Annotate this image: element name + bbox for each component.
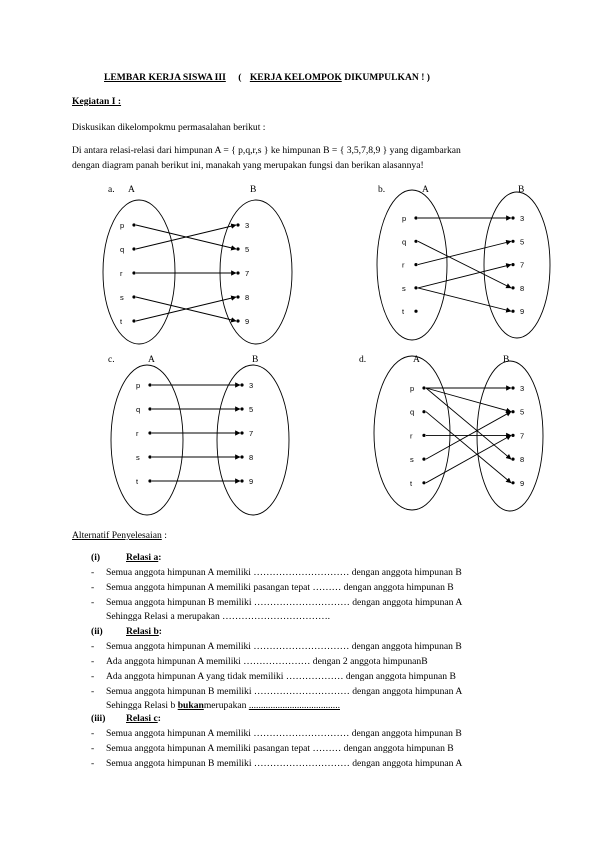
- set-a-point: [414, 286, 417, 289]
- set-a-element: s: [136, 453, 140, 462]
- set-b-point: [511, 263, 514, 266]
- set-b-element: 5: [520, 237, 525, 247]
- title-kerja: KERJA KELOMPOK: [249, 72, 342, 83]
- set-b-element: 7: [520, 431, 525, 441]
- section-iii-item-2: Semua anggota himpunan A memiliki pasangan tepat ……… dengan anggota himpunan B: [106, 743, 454, 754]
- set-a-heading: A: [422, 185, 429, 195]
- set-a-ellipse: [377, 190, 447, 340]
- set-a-point: [148, 431, 151, 434]
- set-a-element: t: [402, 307, 405, 317]
- set-b-element: 8: [520, 283, 525, 293]
- set-b-point: [240, 431, 243, 434]
- set-a-element: q: [402, 237, 407, 247]
- set-a-point: [148, 383, 151, 386]
- set-a-element: t: [120, 317, 123, 326]
- set-a-point: [414, 263, 417, 266]
- title-rest: DIKUMPULKAN ! ): [344, 72, 431, 83]
- section-i-title-suffix: :: [158, 552, 162, 563]
- set-b-element: 8: [249, 453, 254, 462]
- set-b-element: 9: [520, 307, 525, 317]
- set-b-element: 9: [245, 317, 250, 326]
- section-ii-title-text: Relasi b: [126, 626, 159, 637]
- set-b-ellipse: [484, 192, 550, 338]
- set-a-point: [422, 434, 425, 437]
- set-a-ellipse: [111, 365, 183, 515]
- diagram-c: [108, 355, 289, 515]
- kegiatan-heading: Kegiatan I :: [72, 96, 122, 107]
- set-a-element: r: [120, 269, 123, 278]
- set-b-heading: B: [503, 355, 510, 365]
- set-a-point: [132, 319, 135, 322]
- diagram-d: [359, 355, 543, 511]
- set-a-point: [422, 410, 425, 413]
- section-iii-title-text: Relasi c: [126, 713, 158, 724]
- intro-text: Diskusikan dikelompokmu permasalahan berikut :: [72, 122, 266, 133]
- set-a-point: [422, 386, 425, 389]
- set-a-point: [414, 310, 417, 313]
- set-a-element: r: [410, 431, 413, 441]
- diagram-c-label: c.: [108, 355, 115, 365]
- set-b-element: 9: [249, 477, 254, 486]
- set-b-point: [511, 434, 514, 437]
- section-i-item-1: Semua anggota himpunan A memiliki ………………………… dengan anggota himpunan B: [106, 567, 462, 578]
- set-b-point: [240, 407, 243, 410]
- dash: -: [91, 597, 95, 608]
- set-a-heading: A: [413, 355, 420, 365]
- diagram-b-label: b.: [378, 185, 386, 195]
- set-a-element: q: [410, 407, 415, 417]
- diagram-d-label: d.: [359, 355, 367, 365]
- set-b-point: [236, 271, 239, 274]
- set-b-element: 5: [520, 407, 525, 417]
- problem-line-2: dengan diagram panah berikut ini, manakah yang merupakan fungsi dan berikan alasannya!: [72, 160, 424, 171]
- set-b-heading: B: [518, 185, 525, 195]
- set-b-element: 5: [249, 405, 254, 414]
- set-b-element: 8: [245, 293, 250, 302]
- set-b-point: [511, 310, 514, 313]
- set-a-point: [414, 240, 417, 243]
- set-a-element: r: [402, 260, 405, 270]
- set-b-element: 7: [245, 269, 250, 278]
- conclusion-post: merupakan: [203, 700, 249, 711]
- dash: -: [91, 671, 95, 682]
- set-b-point: [511, 216, 514, 219]
- set-b-point: [240, 479, 243, 482]
- set-b-point: [236, 319, 239, 322]
- dash: -: [91, 641, 95, 652]
- section-ii-conclusion: [106, 700, 340, 712]
- set-a-element: p: [410, 384, 415, 393]
- section-i-conclusion: Sehingga Relasi a merupakan …………………………….: [106, 611, 331, 622]
- diagram-a-label: a.: [108, 185, 115, 195]
- diagram-a: [103, 185, 292, 344]
- set-b-heading: B: [250, 185, 257, 195]
- set-a-element: r: [136, 429, 139, 438]
- set-b-ellipse: [220, 200, 292, 344]
- section-iii-item-1: Semua anggota himpunan A memiliki ………………………… dengan anggota himpunan B: [106, 728, 462, 739]
- set-b-element: 3: [249, 381, 254, 390]
- section-ii-item-1: Semua anggota himpunan A memiliki ………………………… dengan anggota himpunan B: [106, 641, 462, 652]
- dash: -: [91, 582, 95, 593]
- set-b-point: [236, 223, 239, 226]
- set-a-element: q: [136, 405, 141, 414]
- set-b-element: 8: [520, 455, 525, 465]
- set-a-element: s: [410, 455, 414, 465]
- set-a-heading: A: [128, 185, 135, 195]
- set-a-element: p: [120, 221, 125, 230]
- set-a-element: q: [120, 245, 125, 254]
- dash: -: [91, 758, 95, 769]
- mapping-arrow: [426, 435, 511, 482]
- set-a-point: [422, 481, 425, 484]
- mapping-arrow: [418, 241, 511, 264]
- set-a-element: t: [136, 477, 139, 486]
- mapping-arrow: [426, 388, 511, 459]
- dash: -: [91, 686, 95, 697]
- mapping-arrow: [426, 388, 511, 412]
- set-a-point: [422, 458, 425, 461]
- section-ii-item-3: Ada anggota himpunan A yang tidak memiliki ……………… dengan anggota himpunan B: [106, 671, 456, 682]
- set-a-element: t: [410, 478, 413, 488]
- set-b-element: 7: [520, 260, 525, 270]
- dash: -: [91, 656, 95, 667]
- section-ii-item-4: Semua anggota himpunan B memiliki ………………………… dengan anggota himpunan A: [106, 686, 463, 697]
- title-paren: (: [238, 72, 242, 83]
- set-b-element: 3: [520, 214, 525, 223]
- section-ii-title-suffix: :: [158, 626, 162, 637]
- section-ii-item-2: Ada anggota himpunan A memiliki ………………… dengan 2 anggota himpunanB: [106, 656, 428, 667]
- set-b-element: 3: [245, 221, 250, 230]
- set-b-point: [236, 295, 239, 298]
- set-a-element: s: [120, 293, 124, 302]
- title-main: LEMBAR KERJA SISWA III: [104, 72, 226, 83]
- mapping-arrow: [418, 265, 511, 288]
- set-b-point: [511, 410, 514, 413]
- alt-heading: [72, 530, 167, 542]
- dash: -: [91, 728, 95, 739]
- conclusion-pre: Sehingga Relasi b: [106, 700, 178, 711]
- set-b-point: [511, 386, 514, 389]
- alt-colon: :: [164, 530, 167, 541]
- section-iii-title: [126, 713, 161, 725]
- section-i-item-2: Semua anggota himpunan A memiliki pasangan tepat ……… dengan anggota himpunan B: [106, 582, 454, 593]
- set-a-point: [132, 223, 135, 226]
- set-b-point: [511, 286, 514, 289]
- set-a-point: [148, 407, 151, 410]
- conclusion-blank: ......................................: [248, 700, 340, 711]
- set-b-point: [236, 247, 239, 250]
- set-b-point: [240, 455, 243, 458]
- set-b-point: [511, 458, 514, 461]
- dash: -: [91, 743, 95, 754]
- set-b-element: 9: [520, 478, 525, 488]
- set-a-heading: A: [148, 355, 155, 365]
- section-i-title: [126, 552, 161, 564]
- set-b-element: 5: [245, 245, 250, 254]
- section-iii-title-suffix: :: [157, 713, 161, 724]
- set-a-point: [132, 295, 135, 298]
- mapping-arrow: [418, 288, 511, 311]
- set-a-element: p: [136, 381, 141, 390]
- problem-line-1: Di antara relasi-relasi dari himpunan A = { p,q,r,s } ke himpunan B = { 3,5,7,8,9 } yang digambarkan: [72, 145, 461, 156]
- diagram-b: [377, 185, 550, 340]
- set-a-point: [148, 455, 151, 458]
- set-a-point: [132, 271, 135, 274]
- set-a-ellipse: [103, 200, 175, 344]
- mapping-arrow: [426, 412, 511, 483]
- set-b-point: [511, 240, 514, 243]
- set-a-point: [414, 216, 417, 219]
- section-i-item-3: Semua anggota himpunan B memiliki ………………………… dengan anggota himpunan A: [106, 597, 463, 608]
- section-ii-num: (ii): [91, 626, 103, 637]
- set-b-heading: B: [252, 355, 259, 365]
- section-iii-num: (iii): [91, 713, 106, 724]
- set-b-point: [240, 383, 243, 386]
- section-iii-item-3: Semua anggota himpunan B memiliki ………………………… dengan anggota himpunan A: [106, 758, 463, 769]
- mapping-arrow: [418, 241, 511, 288]
- set-a-point: [132, 247, 135, 250]
- dash: -: [91, 567, 95, 578]
- set-a-element: p: [402, 214, 407, 223]
- section-i-num: (i): [91, 552, 101, 563]
- set-b-point: [511, 481, 514, 484]
- set-a-point: [148, 479, 151, 482]
- set-a-element: s: [402, 283, 406, 293]
- section-ii-title: [126, 626, 162, 638]
- section-i-title-text: Relasi a: [126, 552, 159, 563]
- set-b-element: 3: [520, 384, 525, 393]
- alt-title: Alternatif Penyelesaian: [72, 530, 162, 541]
- conclusion-bukan: bukan: [177, 700, 204, 711]
- set-b-element: 7: [249, 429, 254, 438]
